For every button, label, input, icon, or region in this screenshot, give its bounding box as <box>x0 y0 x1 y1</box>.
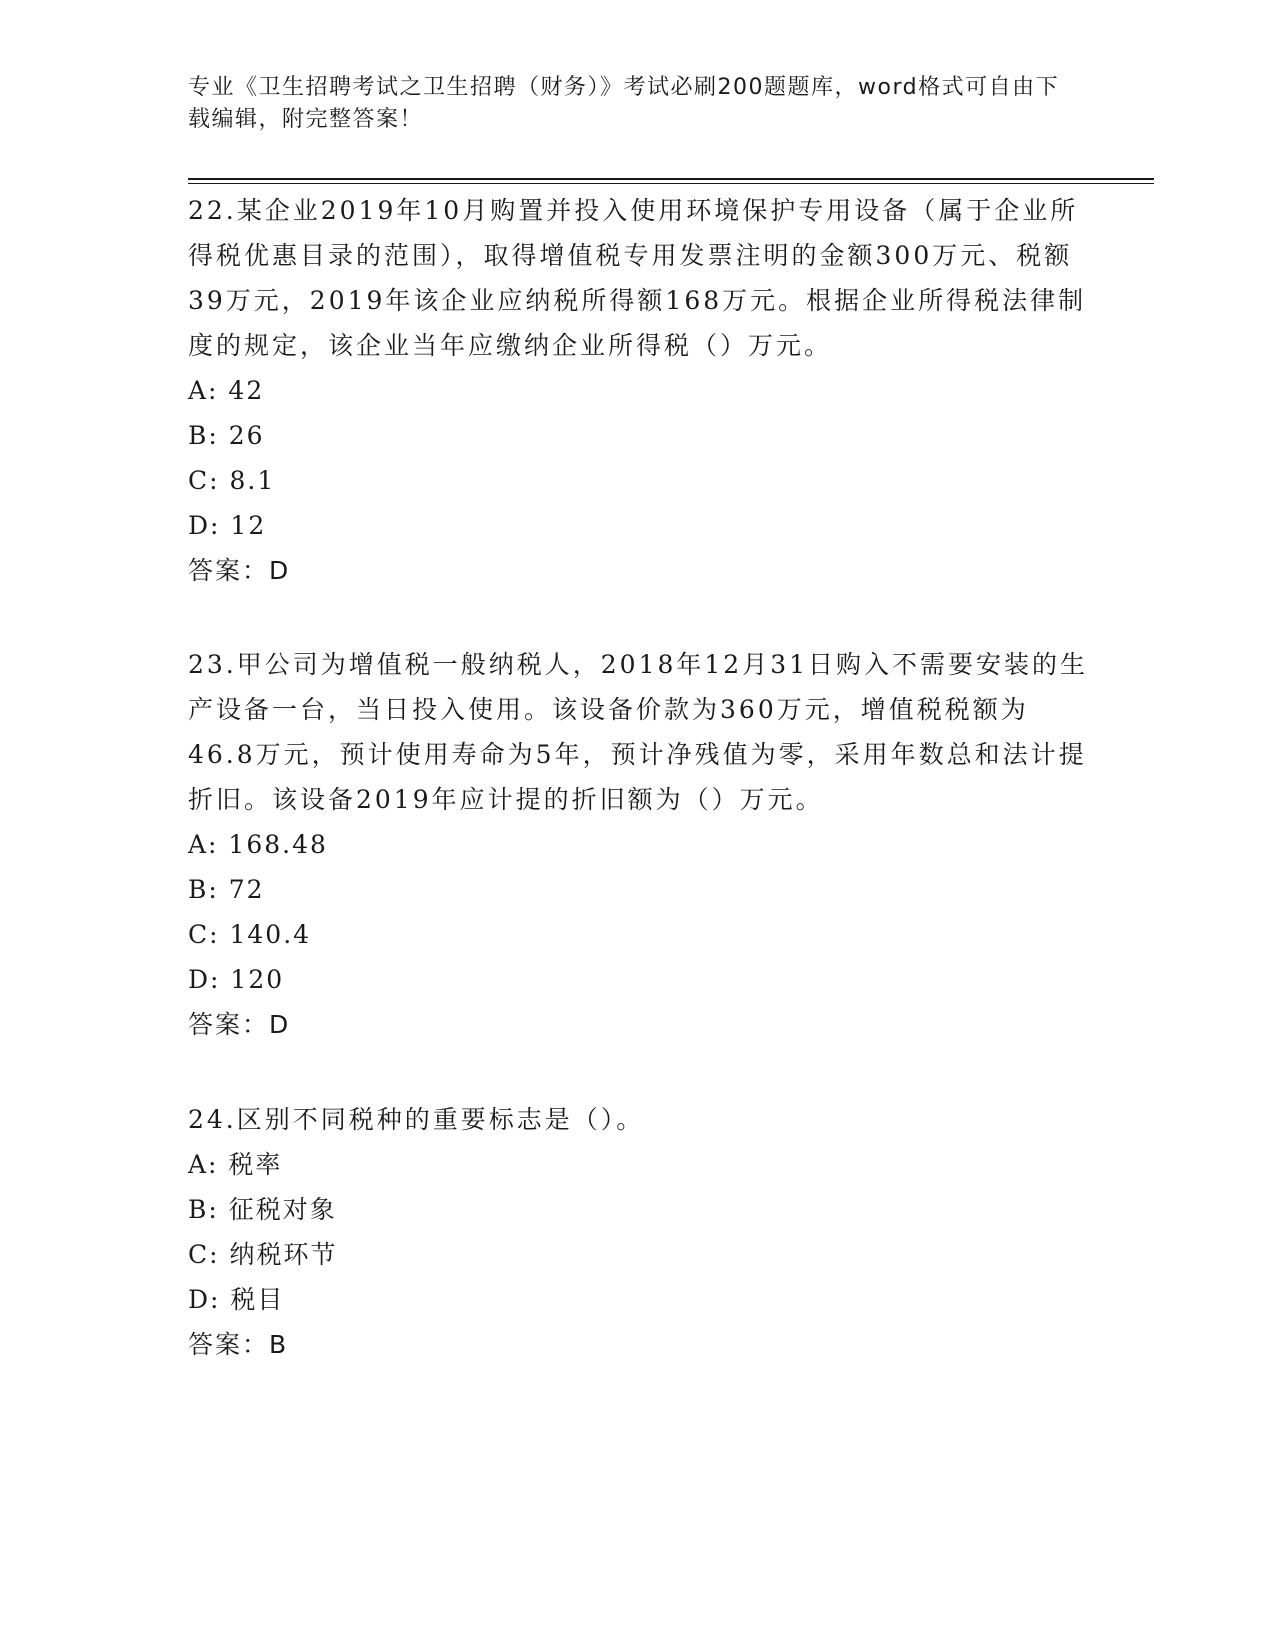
option-a: A: 42 <box>188 376 265 405</box>
option-d: D: 税目 <box>188 1285 285 1314</box>
option-b: B: 72 <box>188 875 265 904</box>
header-divider-thick <box>188 178 1154 180</box>
option-b: B: 征税对象 <box>188 1195 337 1224</box>
header-divider-thin <box>188 183 1154 184</box>
question-22 <box>188 188 1088 593</box>
option-c: C: 8.1 <box>188 466 276 495</box>
question-text: 23.甲公司为增值税一般纳税人，2018年12月31日购入不需要安装的生产设备一台，当日投入使用。该设备价款为360万元，增值税税额为46.8万元，预计使用寿命为5年，预计净残值为零，采用年数总和法计提折旧。该设备2019年应计提的折旧额为（）万元。 <box>188 650 1089 814</box>
option-c: C: 140.4 <box>188 920 312 949</box>
answer: 答案：D <box>188 1010 291 1039</box>
option-d: D: 120 <box>188 965 285 994</box>
question-text: 22.某企业2019年10月购置并投入使用环境保护专用设备（属于企业所得税优惠目录的范围），取得增值税专用发票注明的金额300万元、税额39万元，2019年该企业应纳税所得额168万元。根据企业所得税法律制度的规定，该企业当年应缴纳企业所得税（）万元。 <box>188 196 1087 360</box>
option-a: A: 168.48 <box>188 830 328 859</box>
option-d: D: 12 <box>188 511 267 540</box>
answer: 答案：D <box>188 556 291 585</box>
document-header: 专业《卫生招聘考试之卫生招聘（财务）》考试必刷200题题库，word格式可自由下载编辑，附完整答案！ <box>188 75 1060 132</box>
question-23 <box>188 642 1088 1047</box>
question-24 <box>188 1097 1088 1367</box>
option-a: A: 税率 <box>188 1150 283 1179</box>
answer: 答案：B <box>188 1330 289 1359</box>
option-b: B: 26 <box>188 421 265 450</box>
question-text: 24.区别不同税种的重要标志是（）。 <box>188 1105 645 1134</box>
option-c: C: 纳税环节 <box>188 1240 338 1269</box>
